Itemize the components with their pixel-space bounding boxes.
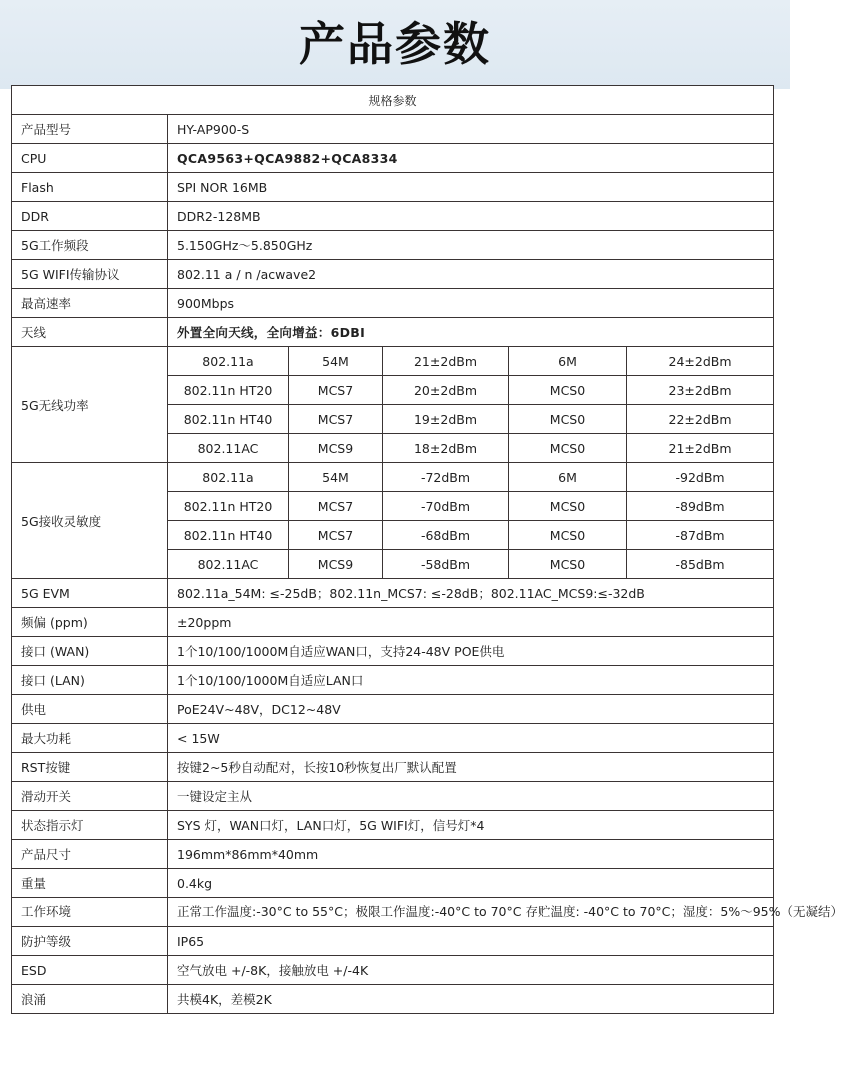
table-row — [12, 318, 774, 347]
row-value: 196mm*86mm*40mm — [168, 840, 774, 869]
table-row — [12, 202, 774, 231]
table-row — [12, 985, 774, 1014]
sensitivity-cell: -85dBm — [627, 550, 774, 579]
table-row — [12, 579, 774, 608]
sensitivity-row — [12, 463, 774, 492]
sensitivity-cell: -58dBm — [383, 550, 509, 579]
row-label: CPU — [12, 144, 168, 173]
sensitivity-cell: 6M — [509, 463, 627, 492]
table-row — [12, 144, 774, 173]
power-cell: 6M — [509, 347, 627, 376]
table-row — [12, 753, 774, 782]
power-cell: 24±2dBm — [627, 347, 774, 376]
row-label: DDR — [12, 202, 168, 231]
table-row — [12, 782, 774, 811]
table-row — [12, 724, 774, 753]
table-row — [12, 637, 774, 666]
row-label: 工作环境 — [12, 898, 168, 927]
table-row — [12, 695, 774, 724]
row-label: 状态指示灯 — [12, 811, 168, 840]
row-label: 接口 (WAN) — [12, 637, 168, 666]
row-label: 供电 — [12, 695, 168, 724]
power-cell: 21±2dBm — [627, 434, 774, 463]
row-value: 一键设定主从 — [168, 782, 774, 811]
table-row — [12, 666, 774, 695]
row-value: PoE24V~48V，DC12~48V — [168, 695, 774, 724]
power-cell: 20±2dBm — [383, 376, 509, 405]
row-value: 共模4K，差模2K — [168, 985, 774, 1014]
table-row — [12, 956, 774, 985]
row-value: 正常工作温度:-30°C to 55°C；极限工作温度:-40°C to 70°C 存贮温度: -40°C to 70°C；湿度：5%～95%（无凝结） — [168, 898, 774, 927]
row-value: 空气放电 +/-8K，接触放电 +/-4K — [168, 956, 774, 985]
table-row — [12, 289, 774, 318]
row-label: ESD — [12, 956, 168, 985]
row-value: 按键2~5秒自动配对，长按10秒恢复出厂默认配置 — [168, 753, 774, 782]
row-value: 0.4kg — [168, 869, 774, 898]
table-row — [12, 927, 774, 956]
row-value: 802.11 a / n /acwave2 — [168, 260, 774, 289]
power-cell: MCS7 — [289, 376, 383, 405]
row-value: QCA9563+QCA9882+QCA8334 — [168, 144, 774, 173]
sensitivity-cell: MCS0 — [509, 492, 627, 521]
sensitivity-cell: MCS0 — [509, 550, 627, 579]
row-value: IP65 — [168, 927, 774, 956]
power-cell: MCS0 — [509, 405, 627, 434]
sensitivity-cell: -87dBm — [627, 521, 774, 550]
row-value: < 15W — [168, 724, 774, 753]
sensitivity-cell: 802.11AC — [168, 550, 289, 579]
power-cell: 802.11n HT20 — [168, 376, 289, 405]
row-value: ±20ppm — [168, 608, 774, 637]
row-label: 5G工作频段 — [12, 231, 168, 260]
power-cell: 54M — [289, 347, 383, 376]
row-label: 滑动开关 — [12, 782, 168, 811]
table-row — [12, 898, 774, 927]
table-header: 规格参数 — [12, 86, 774, 115]
table-row — [12, 173, 774, 202]
sensitivity-cell: -70dBm — [383, 492, 509, 521]
spec-table — [11, 85, 843, 1014]
power-row — [12, 347, 774, 376]
power-cell: 23±2dBm — [627, 376, 774, 405]
power-label: 5G无线功率 — [12, 347, 168, 463]
power-cell: MCS0 — [509, 434, 627, 463]
table-row — [12, 115, 774, 144]
power-cell: 19±2dBm — [383, 405, 509, 434]
row-label: 产品尺寸 — [12, 840, 168, 869]
row-label: RST按键 — [12, 753, 168, 782]
row-label: 最高速率 — [12, 289, 168, 318]
row-value: DDR2-128MB — [168, 202, 774, 231]
power-cell: 802.11n HT40 — [168, 405, 289, 434]
row-label: 接口 (LAN) — [12, 666, 168, 695]
row-label: 产品型号 — [12, 115, 168, 144]
table-row — [12, 869, 774, 898]
row-value: SPI NOR 16MB — [168, 173, 774, 202]
row-value: 5.150GHz～5.850GHz — [168, 231, 774, 260]
row-value: SYS 灯，WAN口灯，LAN口灯，5G WIFI灯，信号灯*4 — [168, 811, 774, 840]
power-cell: 22±2dBm — [627, 405, 774, 434]
sensitivity-cell: 802.11n HT40 — [168, 521, 289, 550]
row-value: 900Mbps — [168, 289, 774, 318]
power-cell: MCS7 — [289, 405, 383, 434]
sensitivity-cell: -92dBm — [627, 463, 774, 492]
power-cell: 21±2dBm — [383, 347, 509, 376]
row-label: 最大功耗 — [12, 724, 168, 753]
table-row — [12, 811, 774, 840]
power-cell: 802.11AC — [168, 434, 289, 463]
row-value: 1个10/100/1000M自适应WAN口，支持24-48V POE供电 — [168, 637, 774, 666]
sensitivity-cell: MCS0 — [509, 521, 627, 550]
table-header-row — [12, 86, 774, 115]
page-title: 产品参数 — [299, 17, 491, 71]
row-label: 防护等级 — [12, 927, 168, 956]
row-value: 外置全向天线，全向增益：6DBI — [168, 318, 774, 347]
row-value: HY-AP900-S — [168, 115, 774, 144]
sensitivity-cell: -68dBm — [383, 521, 509, 550]
sensitivity-label: 5G接收灵敏度 — [12, 463, 168, 579]
sensitivity-cell: 802.11a — [168, 463, 289, 492]
power-cell: MCS9 — [289, 434, 383, 463]
row-label: 天线 — [12, 318, 168, 347]
sensitivity-cell: -72dBm — [383, 463, 509, 492]
row-label: Flash — [12, 173, 168, 202]
row-label: 5G EVM — [12, 579, 168, 608]
sensitivity-cell: MCS7 — [289, 521, 383, 550]
row-value: 802.11a_54M: ≤-25dB；802.11n_MCS7: ≤-28dB；802.11AC_MCS9:≤-32dB — [168, 579, 774, 608]
sensitivity-cell: 802.11n HT20 — [168, 492, 289, 521]
row-label: 重量 — [12, 869, 168, 898]
table-row — [12, 260, 774, 289]
sensitivity-cell: MCS9 — [289, 550, 383, 579]
table-row — [12, 840, 774, 869]
row-label: 频偏 (ppm) — [12, 608, 168, 637]
power-cell: 802.11a — [168, 347, 289, 376]
row-label: 浪涌 — [12, 985, 168, 1014]
sensitivity-cell: -89dBm — [627, 492, 774, 521]
power-cell: MCS0 — [509, 376, 627, 405]
table-row — [12, 231, 774, 260]
sensitivity-cell: MCS7 — [289, 492, 383, 521]
sensitivity-cell: 54M — [289, 463, 383, 492]
table-row — [12, 608, 774, 637]
row-label: 5G WIFI传输协议 — [12, 260, 168, 289]
power-cell: 18±2dBm — [383, 434, 509, 463]
row-value: 1个10/100/1000M自适应LAN口 — [168, 666, 774, 695]
